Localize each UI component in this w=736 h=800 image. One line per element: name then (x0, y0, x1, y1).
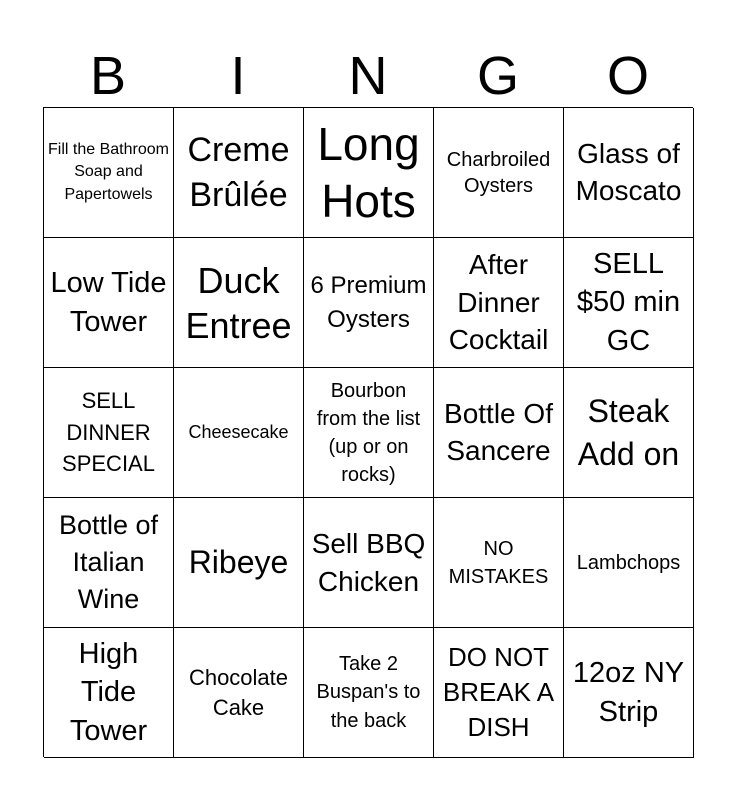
bingo-cell[interactable] (44, 368, 174, 498)
bingo-cell-text: DO NOT BREAK A DISH (442, 641, 555, 743)
bingo-cell[interactable] (304, 108, 434, 238)
bingo-cell-text: Cheesecake (188, 421, 289, 442)
bingo-cell[interactable] (434, 628, 564, 758)
bingo-cell-text: Take 2 Buspan's to the back (316, 652, 421, 732)
bingo-cell[interactable] (564, 368, 694, 498)
header-letter-g: G (476, 46, 519, 106)
header-letter-n: N (348, 46, 388, 106)
bingo-cell-text: Creme Brûlée (187, 131, 290, 214)
bingo-cell-text: Chocolate Cake (188, 664, 289, 720)
bingo-cell[interactable] (174, 368, 304, 498)
bingo-cell[interactable] (44, 498, 174, 628)
bingo-cell[interactable] (44, 628, 174, 758)
bingo-cell-text: After Dinner Cocktail (448, 248, 549, 356)
bingo-cell[interactable] (174, 628, 304, 758)
bingo-cell[interactable] (434, 498, 564, 628)
bingo-cell[interactable] (434, 108, 564, 238)
bingo-cell[interactable] (304, 238, 434, 368)
header-letter-i: I (230, 46, 246, 106)
bingo-cell-text: Duck Entree (185, 259, 292, 346)
bingo-cell-text: Charbroiled Oysters (446, 148, 551, 197)
bingo-cell[interactable] (304, 628, 434, 758)
bingo-cell[interactable] (174, 108, 304, 238)
bingo-cell[interactable] (44, 108, 174, 238)
bingo-cell-text: Sell BBQ Chicken (311, 527, 426, 597)
bingo-cell[interactable] (304, 368, 434, 498)
header-letter-b: B (89, 46, 127, 106)
bingo-cell-text: NO MISTAKES (448, 537, 549, 588)
bingo-cell-text: High Tide Tower (69, 637, 148, 747)
bingo-cell-text: Fill the Bathroom Soap and Papertowels (48, 140, 169, 203)
bingo-cell[interactable] (434, 368, 564, 498)
bingo-cell-text: Ribeye (188, 543, 289, 580)
bingo-cell-text: Long Hots (317, 118, 420, 227)
bingo-cell[interactable] (304, 498, 434, 628)
bingo-grid (43, 107, 693, 757)
bingo-cell[interactable] (174, 238, 304, 368)
bingo-cell-text: Lambchops (576, 551, 681, 574)
bingo-cell[interactable] (564, 238, 694, 368)
bingo-cell-text: SELL DINNER SPECIAL (62, 387, 155, 477)
bingo-cell-text: Bottle Of Sancere (444, 398, 553, 466)
bingo-cell-text: 12oz NY Strip (572, 656, 685, 728)
bingo-cell[interactable] (564, 108, 694, 238)
bingo-cell-text: 6 Premium Oysters (310, 271, 427, 333)
bingo-cell[interactable] (564, 498, 694, 628)
bingo-cell-text: Bottle of Italian Wine (58, 510, 159, 614)
bingo-cell-text: Glass of Moscato (575, 138, 682, 206)
bingo-cell[interactable] (44, 238, 174, 368)
bingo-cell-text: SELL $50 min GC (576, 247, 681, 357)
bingo-cell-text: Low Tide Tower (50, 266, 167, 338)
bingo-cell[interactable] (434, 238, 564, 368)
bingo-cell-text: Steak Add on (577, 393, 680, 472)
bingo-header (43, 44, 693, 108)
bingo-cell[interactable] (564, 628, 694, 758)
bingo-cell[interactable] (174, 498, 304, 628)
bingo-cell-text: Bourbon from the list (up or on rocks) (316, 379, 421, 486)
header-letter-o: O (606, 46, 649, 106)
